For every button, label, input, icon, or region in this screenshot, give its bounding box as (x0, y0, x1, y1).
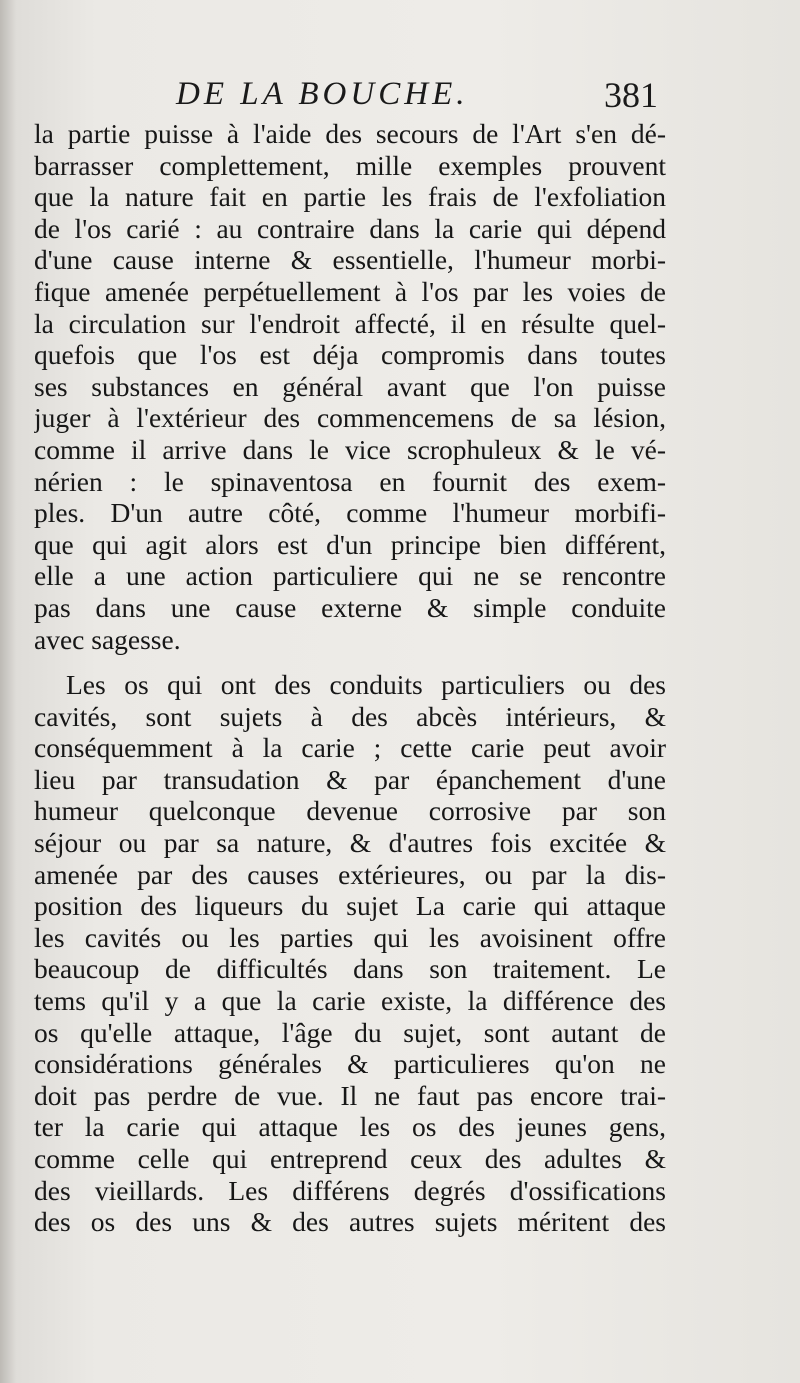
text-line: humeur quelconque devenue corrosive par son (34, 795, 666, 827)
text-line: des os des uns & des autres sujets méritent des (34, 1206, 666, 1238)
text-line: cavités, sont sujets à des abcès intérieurs, & (34, 700, 666, 732)
text-line: que la nature fait en partie les frais de l'exfoliation (34, 181, 666, 213)
text-line: les cavités ou les parties qui les avoisinent offre (34, 921, 666, 953)
page-header (0, 72, 800, 122)
text-line: ter la carie qui attaque les os des jeunes gens, (34, 1111, 666, 1143)
paragraph-spacer (34, 655, 666, 669)
text-line: amenée par des causes extérieures, ou par la dis- (34, 858, 666, 890)
text-line: elle a une action particuliere qui ne se rencontre (34, 560, 666, 592)
text-line: doit pas perdre de vue. Il ne faut pas encore trai- (34, 1079, 666, 1111)
text-line: quefois que l'os est déja compromis dans toutes (34, 339, 666, 371)
text-line: de l'os carié : au contraire dans la carie qui dépend (34, 212, 666, 244)
text-line: barrasser complettement, mille exemples prouvent (34, 149, 666, 181)
running-head: DE LA BOUCHE. (176, 76, 469, 112)
text-line: pas dans une cause externe & simple conduite (34, 591, 666, 623)
text-line: ples. D'un autre côté, comme l'humeur morbifi- (34, 497, 666, 529)
text-line: lieu par transudation & par épanchement d'une (34, 763, 666, 795)
text-line: juger à l'extérieur des commencemens de sa lésion, (34, 402, 666, 434)
text-line: avec sagesse. (34, 623, 181, 655)
text-line: la partie puisse à l'aide des secours de l'Art s'en dé- (34, 118, 666, 149)
page-gutter-shadow (0, 0, 16, 1383)
text-line: d'une cause interne & essentielle, l'humeur morbi- (34, 244, 666, 276)
text-line: beaucoup de difficultés dans son traitement. Le (34, 953, 666, 985)
text-line: fique amenée perpétuellement à l'os par les voies de (34, 275, 666, 307)
body-text (34, 118, 666, 1238)
text-line: nérien : le spinaventosa en fournit des exem- (34, 465, 666, 497)
text-line: conséquemment à la carie ; cette carie peut avoir (34, 732, 666, 764)
text-line: séjour ou par sa nature, & d'autres fois excitée & (34, 827, 666, 859)
text-line: os qu'elle attaque, l'âge du sujet, sont autant de (34, 1016, 666, 1048)
text-line: des vieillards. Les différens degrés d'ossifications (34, 1174, 666, 1206)
text-line: la circulation sur l'endroit affecté, il en résulte quel- (34, 307, 666, 339)
text-line: ses substances en général avant que l'on puisse (34, 370, 666, 402)
text-line: tems qu'il y a que la carie existe, la différence des (34, 985, 666, 1017)
text-line: position des liqueurs du sujet La carie qui attaque (34, 890, 666, 922)
text-line: considérations générales & particulieres qu'on ne (34, 1048, 666, 1080)
paragraph-1 (34, 118, 666, 655)
text-line: comme il arrive dans le vice scrophuleux & le vé- (34, 433, 666, 465)
page-number: 381 (604, 75, 658, 115)
text-line: que qui agit alors est d'un principe bien différent, (34, 528, 666, 560)
text-line: Les os qui ont des conduits particuliers ou des (66, 669, 666, 701)
text-line: comme celle qui entreprend ceux des adultes & (34, 1143, 666, 1174)
paragraph-2 (34, 669, 666, 1238)
